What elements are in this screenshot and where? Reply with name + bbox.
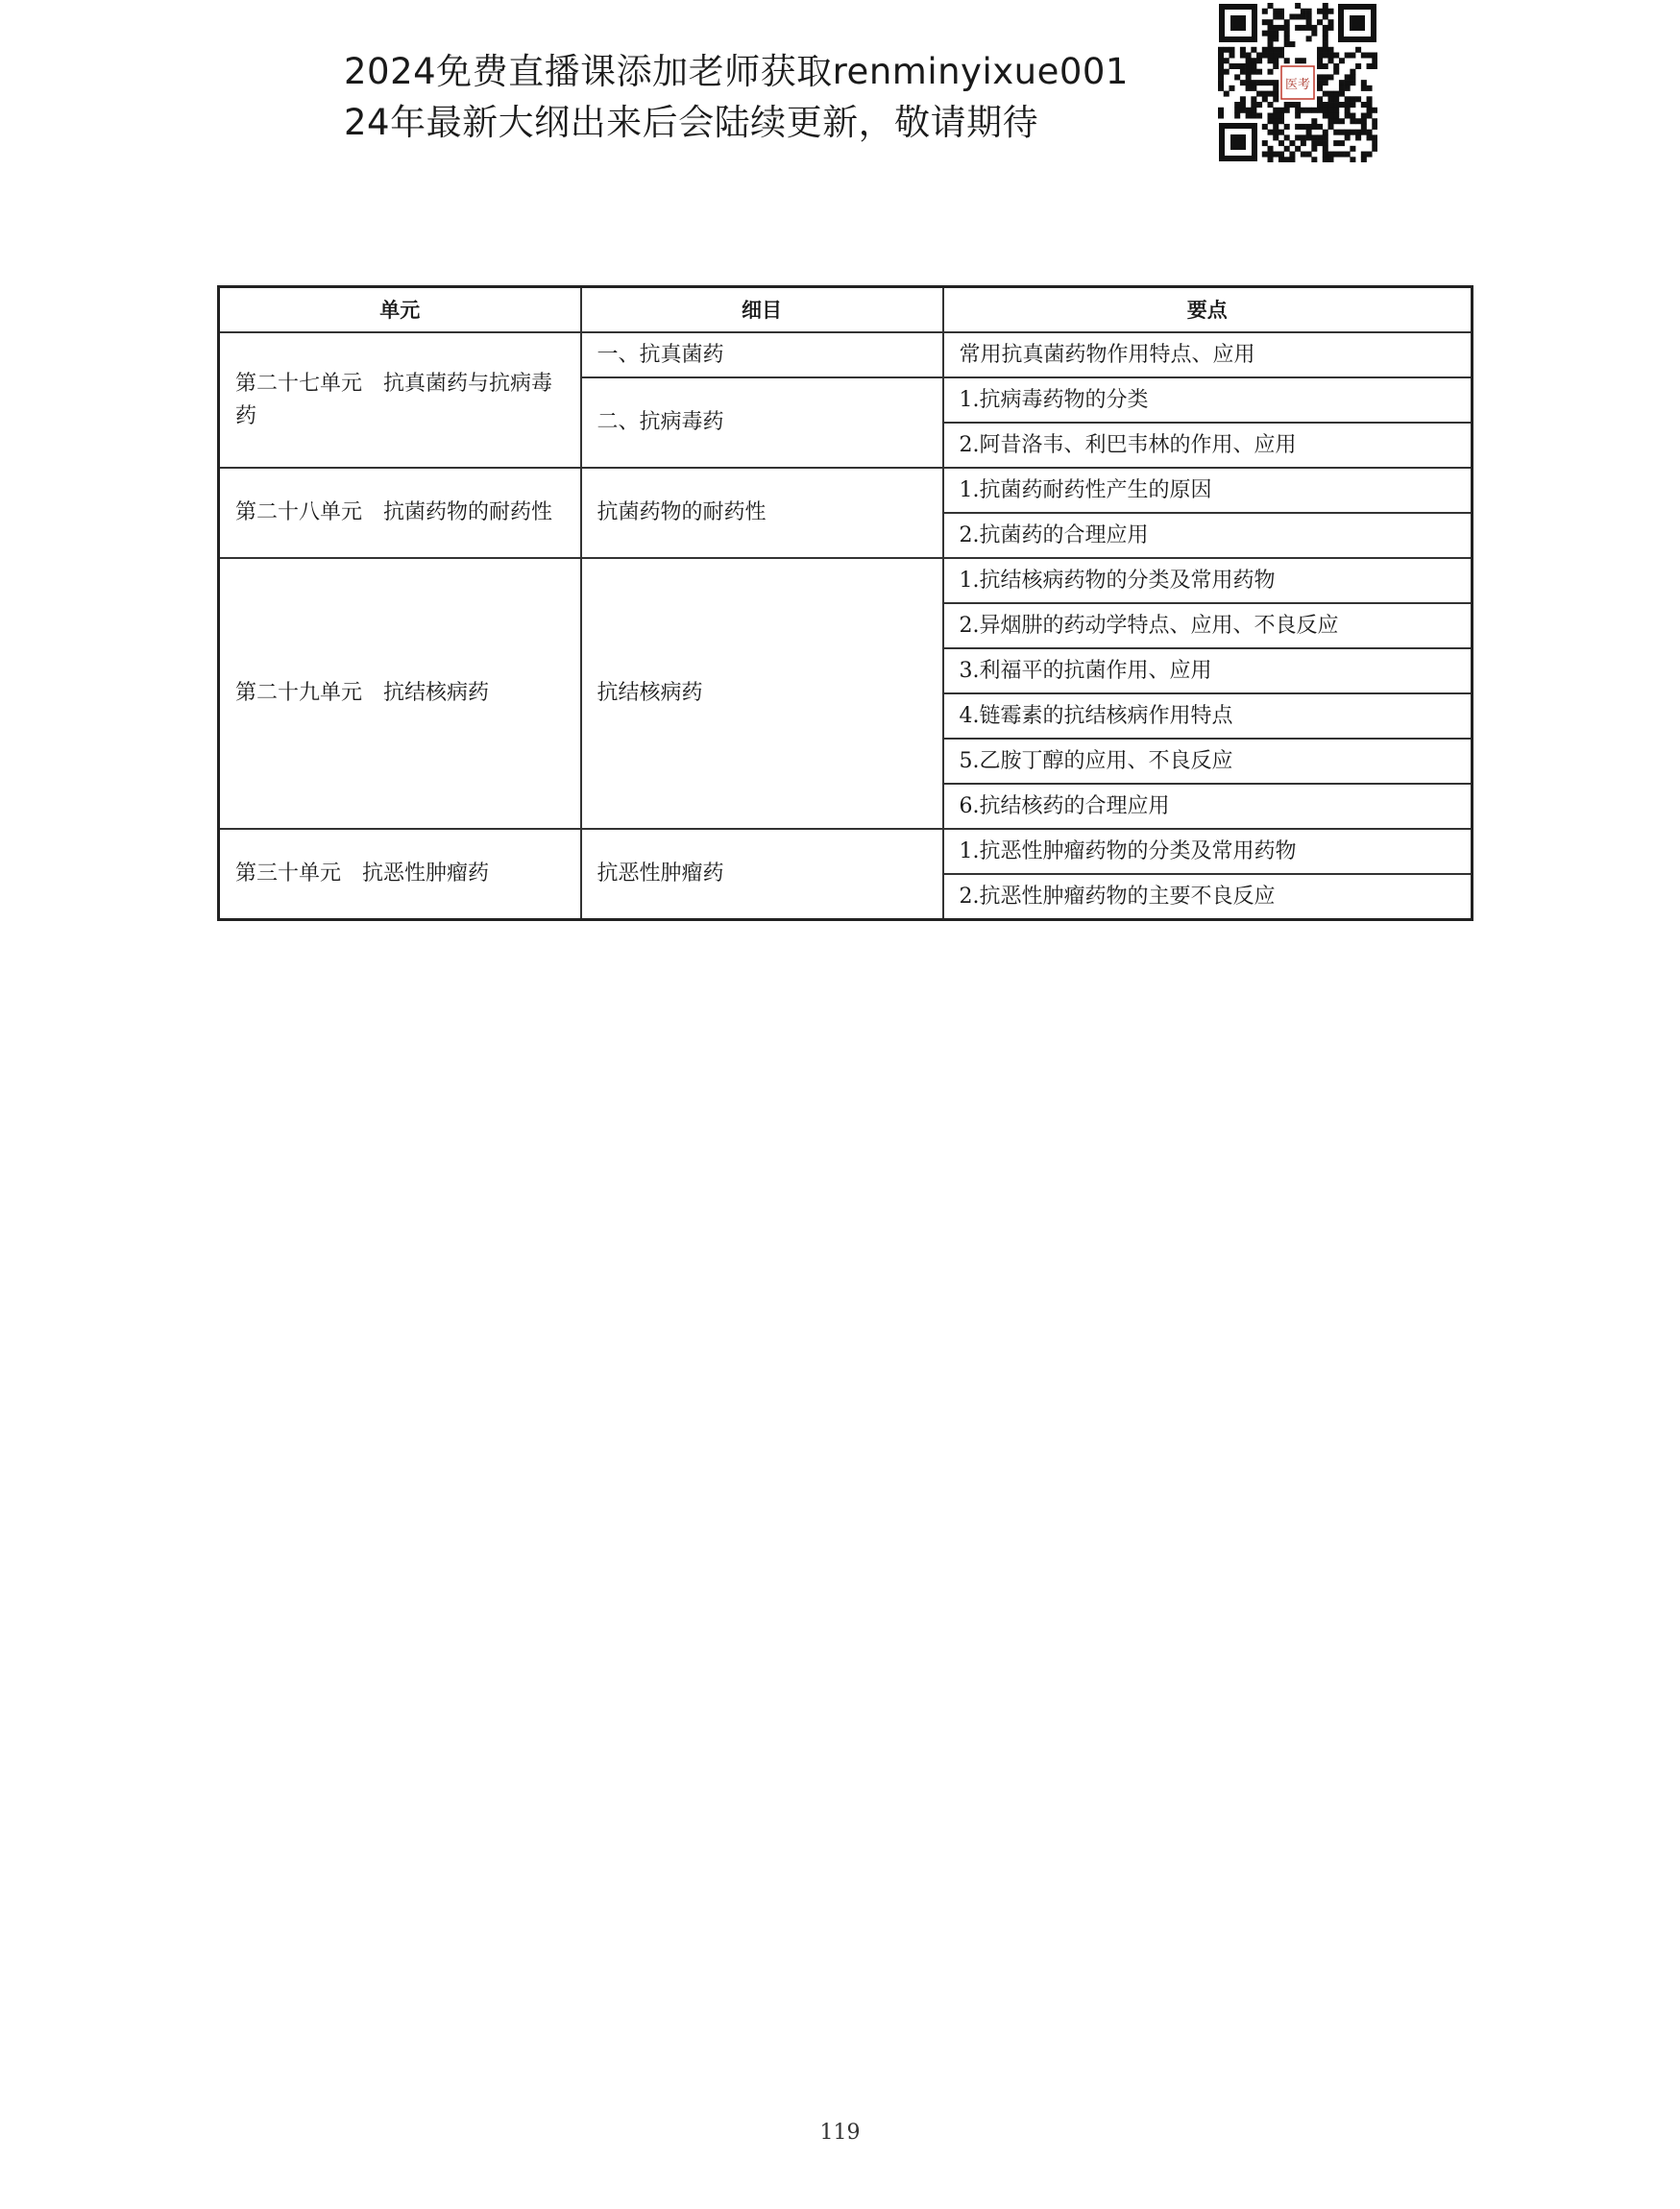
table-row <box>219 829 1473 874</box>
item-cell: 一、抗真菌药 <box>581 332 943 377</box>
item-cell: 抗恶性肿瘤药 <box>581 829 943 920</box>
item-cell: 抗菌药物的耐药性 <box>581 468 943 558</box>
point-cell: 1.抗病毒药物的分类 <box>943 377 1473 423</box>
table-row <box>219 332 1473 377</box>
point-cell: 常用抗真菌药物作用特点、应用 <box>943 332 1473 377</box>
point-cell: 4.链霉素的抗结核病作用特点 <box>943 693 1473 739</box>
header-unit: 单元 <box>219 287 581 333</box>
point-cell: 6.抗结核药的合理应用 <box>943 784 1473 829</box>
unit-cell: 第二十八单元 抗菌药物的耐药性 <box>219 468 581 558</box>
point-cell: 1.抗结核病药物的分类及常用药物 <box>943 558 1473 603</box>
header-notice <box>344 46 1208 148</box>
table-row <box>219 558 1473 603</box>
page-number: 119 <box>819 2121 861 2145</box>
point-cell: 1.抗菌药耐药性产生的原因 <box>943 468 1473 513</box>
header-line-2: 24年最新大纲出来后会陆续更新，敬请期待 <box>344 102 1039 143</box>
unit-cell: 第二十七单元 抗真菌药与抗病毒药 <box>219 332 581 468</box>
table-header-row <box>219 287 1473 333</box>
point-cell: 3.利福平的抗菌作用、应用 <box>943 648 1473 693</box>
point-cell: 2.异烟肼的药动学特点、应用、不良反应 <box>943 603 1473 648</box>
item-cell: 二、抗病毒药 <box>581 377 943 468</box>
header-item: 细目 <box>581 287 943 333</box>
qr-logo-text: 医考 <box>1284 78 1311 92</box>
unit-cell: 第二十九单元 抗结核病药 <box>219 558 581 829</box>
item-cell: 抗结核病药 <box>581 558 943 829</box>
unit-cell: 第三十单元 抗恶性肿瘤药 <box>219 829 581 920</box>
point-cell: 5.乙胺丁醇的应用、不良反应 <box>943 739 1473 784</box>
table-row <box>219 468 1473 513</box>
syllabus-table <box>217 285 1473 921</box>
point-cell: 2.抗恶性肿瘤药物的主要不良反应 <box>943 874 1473 920</box>
header-points: 要点 <box>943 287 1473 333</box>
point-cell: 2.阿昔洛韦、利巴韦林的作用、应用 <box>943 423 1473 468</box>
point-cell: 1.抗恶性肿瘤药物的分类及常用药物 <box>943 829 1473 874</box>
qr-code <box>1218 3 1377 162</box>
header-line-1: 2024免费直播课添加老师获取renminyixue001 <box>344 51 1129 92</box>
point-cell: 2.抗菌药的合理应用 <box>943 513 1473 558</box>
